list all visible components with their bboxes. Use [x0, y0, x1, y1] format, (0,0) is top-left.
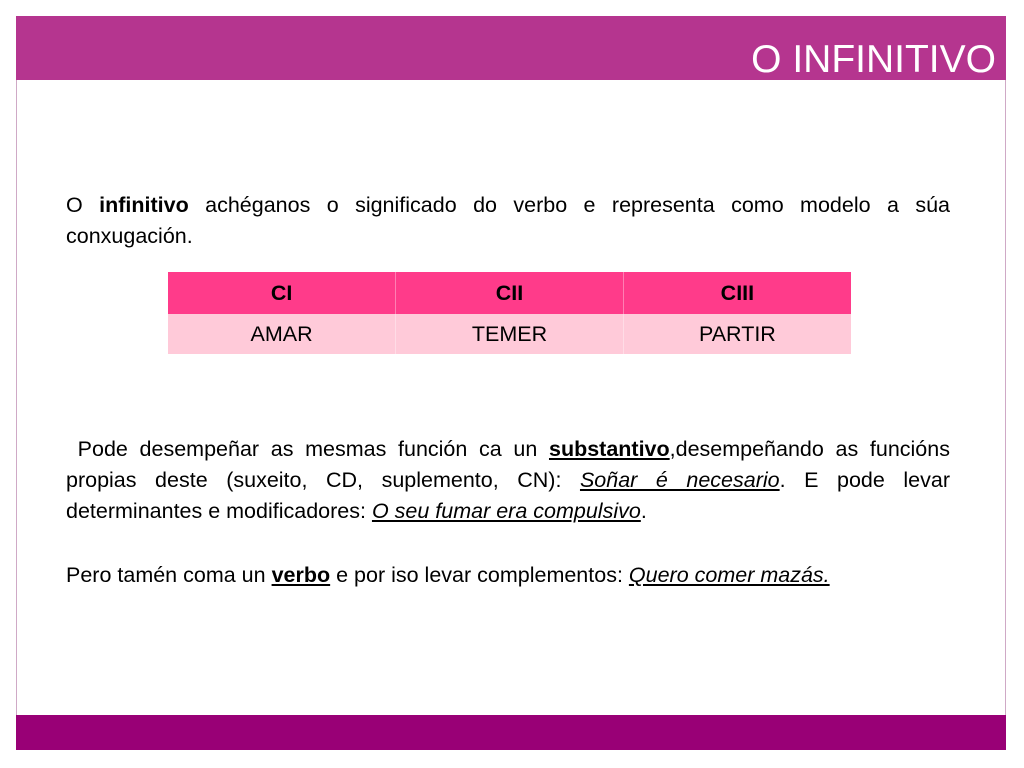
term-substantivo: substantivo [548, 437, 670, 461]
example-sonar: Soñar é necesario [579, 468, 780, 492]
column-header: CIII [623, 272, 851, 314]
slide-frame [16, 16, 1006, 750]
paragraph-text: achéganos o significado do verbo e representa como modelo a súa conxugación. [66, 193, 950, 248]
paragraph-text: . E pode levar determinantes e modificadores: [66, 468, 950, 523]
paragraph-text: e por iso levar complementos: [336, 563, 623, 587]
term-infinitivo: infinitivo [99, 193, 189, 217]
column-header: CI [168, 272, 396, 314]
paragraph-text: ,desempeñando as funcións propias deste (suxeito, CD, suplemento, CN): [66, 437, 950, 492]
slide-title: O INFINITIVO [751, 38, 996, 81]
substantive-paragraph [66, 434, 950, 527]
paragraph-text: Pero tamén coma un [66, 563, 266, 587]
example-fumar: O seu fumar era compulsivo [371, 499, 641, 523]
title-bar [16, 16, 1006, 80]
table-cell: AMAR [168, 314, 396, 354]
paragraph-text: . [640, 499, 647, 523]
term-verbo: verbo [271, 563, 331, 587]
column-header: CII [396, 272, 624, 314]
paragraph-text: Pode desempeñar as mesmas función ca un [77, 437, 538, 461]
table-cell: TEMER [396, 314, 624, 354]
example-quero-comer: Quero comer mazás. [628, 563, 830, 587]
paragraph-text: O [66, 193, 83, 217]
footer-bar [16, 715, 1006, 750]
definition-paragraph [66, 190, 950, 252]
table-header-row [168, 272, 851, 314]
table-row [168, 314, 851, 354]
verb-paragraph [66, 560, 950, 591]
conjugation-table [168, 272, 851, 354]
table-cell: PARTIR [623, 314, 851, 354]
